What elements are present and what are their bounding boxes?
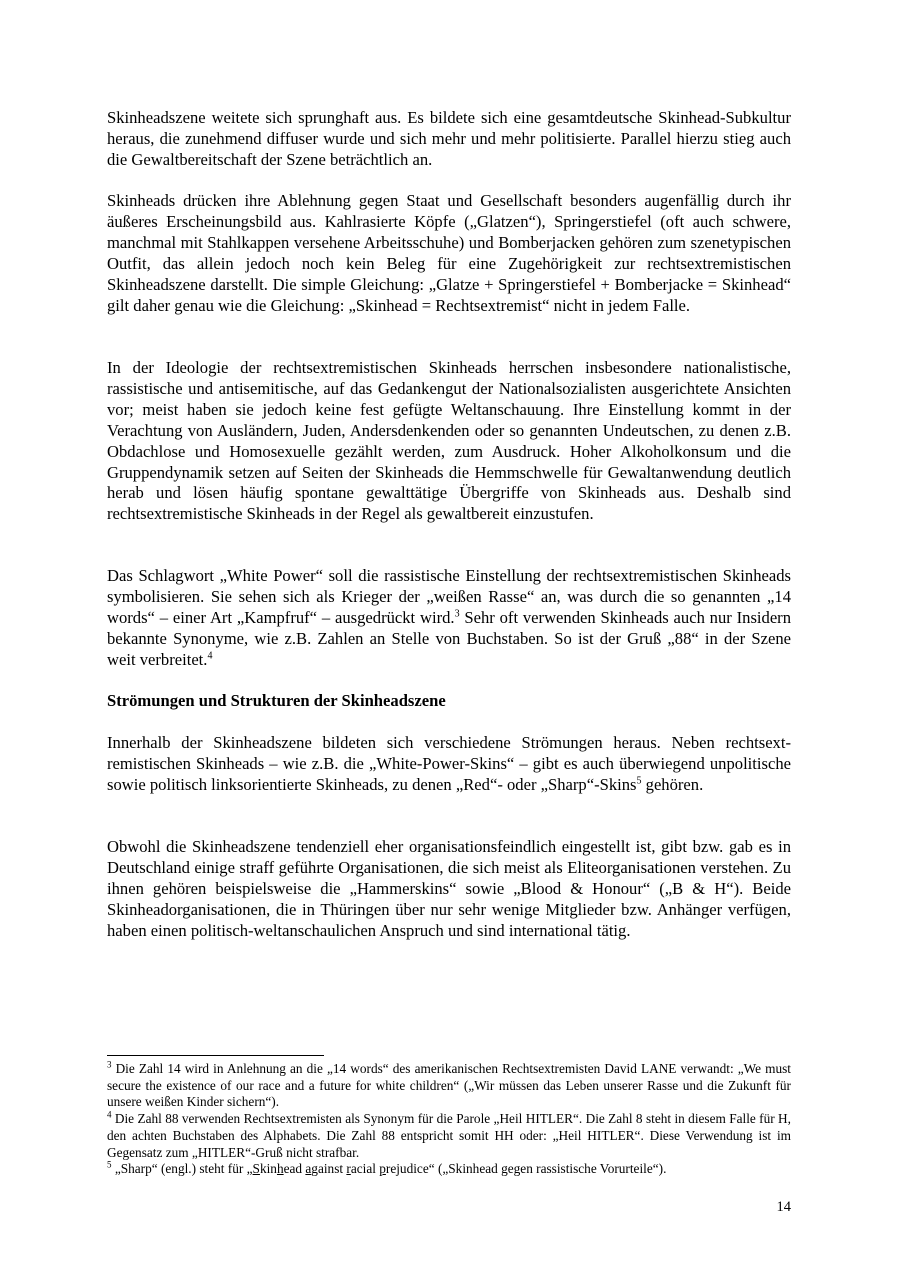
paragraph-segment: Innerhalb der Skinheadszene bildeten sich verschiedene Strömungen heraus. Neben rechtsextremistischen Skinheads – wie z.B. die „White-Power-Skins“ – gibt es auch überwiegend unpolitische sowie politisch linksorientierte Skinheads, zu denen „Red“- oder „Sharp“-Skins [107, 733, 791, 794]
footnote-text: Die Zahl 88 verwenden Rechtsextremisten als Synonym für die Parole „Heil HITLER“. Die Zahl 8 steht in diesem Falle für H, den achten Buchstaben des Alphabets. Die Zahl 88 entspricht somit HH oder: „Heil HITLER“. Diese Verwendung ist im Gegensatz zum „HITLER“-Gruß nicht strafbar. [107, 1111, 791, 1160]
body-paragraph-1 [107, 108, 791, 171]
footnote-text-segment: rejudice“ („Skinhead gegen rassistische Vorurteile“). [385, 1161, 667, 1177]
footnote-reference[interactable]: 4 [207, 650, 213, 662]
body-paragraph-6 [107, 837, 791, 942]
page-number: 14 [776, 1199, 791, 1215]
footnote-reference[interactable]: 3 [454, 608, 460, 620]
paragraph-text [107, 733, 791, 796]
footnote-text-segment: ead [283, 1161, 306, 1177]
paragraph-segment: Sehr oft verwenden Skinheads auch nur Insidern bekannte Synonyme, wie z.B. Zahlen an Stelle von Buchstaben. So ist der Gruß „88“ in der Szene weit verbreitet. [107, 607, 792, 669]
underlined-letter: h [276, 1161, 284, 1177]
paragraph-text [107, 566, 791, 671]
section-heading: Strömungen und Strukturen der Skinheadszene [107, 691, 446, 710]
footnote-reference[interactable]: 5 [636, 775, 642, 787]
paragraph-text: In der Ideologie der rechtsextremistischen Skinheads herrschen insbesondere nationalistische, rassistische und antisemitische, auf das Gedankengut der Nationalsozialisten ausgerichtete Ansichten vor; meist haben sie jedoch keine fest gefügte Weltanschauung. Ihre Einstellung kommt in der Verachtung von Ausländern, Juden, Andersdenkenden oder so genannten Undeutschen, zu denen z.B. Obdachlose und Homosexuelle gezählt werden, zum Ausdruck. Hoher Alkoholkonsum und die Gruppendynamik setzen auf Seiten der Skinheads die Hemmschwelle für Gewaltanwendung deutlich herab und lösen häufig spontane gewalttätige Übergriffe von Skinheads aus. Deshalb sind rechtsextremistische Skinheads in der Regel als gewaltbereit einzustufen. [107, 358, 791, 524]
footnote-separator [107, 1055, 324, 1056]
footnote-number: 5 [107, 1159, 112, 1170]
body-paragraph-3 [107, 358, 791, 525]
underlined-letter: a [305, 1161, 312, 1177]
footnote-text-segment: „Sharp“ (engl.) steht für „ [111, 1161, 253, 1177]
footnote-text-segment: acial [350, 1161, 380, 1177]
footnote-number: 3 [107, 1059, 112, 1070]
footnote-5 [107, 1161, 791, 1178]
footnote-text: Die Zahl 14 wird in Anlehnung an die „14 words“ des amerikanischen Rechtsextremisten David LANE verwandt: „We must secure the existence of our race and a future for white children“ („Wir müssen das Leben unserer Rasse und die Zukunft für unsere weißen Kinder sichern“). [107, 1061, 791, 1110]
paragraph-segment: gehören. [641, 774, 704, 794]
paragraph-segment: Das Schlagwort „White Power“ soll die rassistische Einstellung der rechtsextremistischen Skinheads symbolisieren. Sie sehen sich als Krieger der „weißen Rasse“ an, was durch die so genannten „14 words“ – einer Art „Kampfruf“ – ausgedrückt wird. [107, 566, 791, 627]
body-paragraph-4 [107, 566, 791, 671]
underlined-letter: p [379, 1161, 386, 1177]
paragraph-text: Obwohl die Skinheadszene tendenziell eher organisationsfeindlich eingestellt ist, gibt bzw. gab es in Deutschland einige straff geführte Organisationen, die sich meist als Eliteorganisationen verstehen. Zu ihnen gehören beispielsweise die „Hammerskins“ sowie „Blood & Honour“ („B & H“). Beide Skinheadorganisationen, die in Thüringen über nur sehr wenige Mitglieder bzw. Anhänger verfügen, haben einen politisch-weltanschaulichen Anspruch und sind international tätig. [107, 837, 791, 940]
body-paragraph-2 [107, 191, 791, 316]
footnotes [107, 1061, 791, 1178]
footnote-3 [107, 1061, 791, 1111]
paragraph-text: Skinheadszene weitete sich sprunghaft aus. Es bildete sich eine gesamtdeutsche Skinhead-Subkultur heraus, die zunehmend diffuser wurde und sich mehr und mehr politisierte. Parallel hierzu stieg auch die Gewaltbereitschaft der Szene beträchtlich an. [107, 108, 791, 169]
footnote-number: 4 [107, 1109, 112, 1120]
body-paragraph-5 [107, 733, 791, 796]
section-heading-block [107, 691, 791, 712]
footnote-text-segment: kin [259, 1161, 277, 1177]
paragraph-text: Skinheads drücken ihre Ablehnung gegen Staat und Gesellschaft besonders augenfällig durch ihr äußeres Erscheinungsbild aus. Kahlrasierte Köpfe („Glatzen“), Springerstiefel (oft auch schwere, manchmal mit Stahlkappen versehene Arbeitsschuhe) und Bomberjacken gehören zum szenetypischen Outfit, das allein jedoch noch kein Beleg für eine Zugehörigkeit zur rechtsextremistischen Skinheadszene darstellt. Die simple Gleichung: „Glatze + Springerstiefel + Bomberjacke = Skinhead“ gilt daher genau wie die Gleichung: „Skinhead = Rechtsextremist“ nicht in jedem Falle. [107, 191, 791, 315]
footnote-4 [107, 1111, 791, 1161]
footnote-text-segment: gainst [311, 1161, 347, 1177]
underlined-letter: r [346, 1161, 351, 1177]
underlined-letter: S [252, 1161, 260, 1177]
